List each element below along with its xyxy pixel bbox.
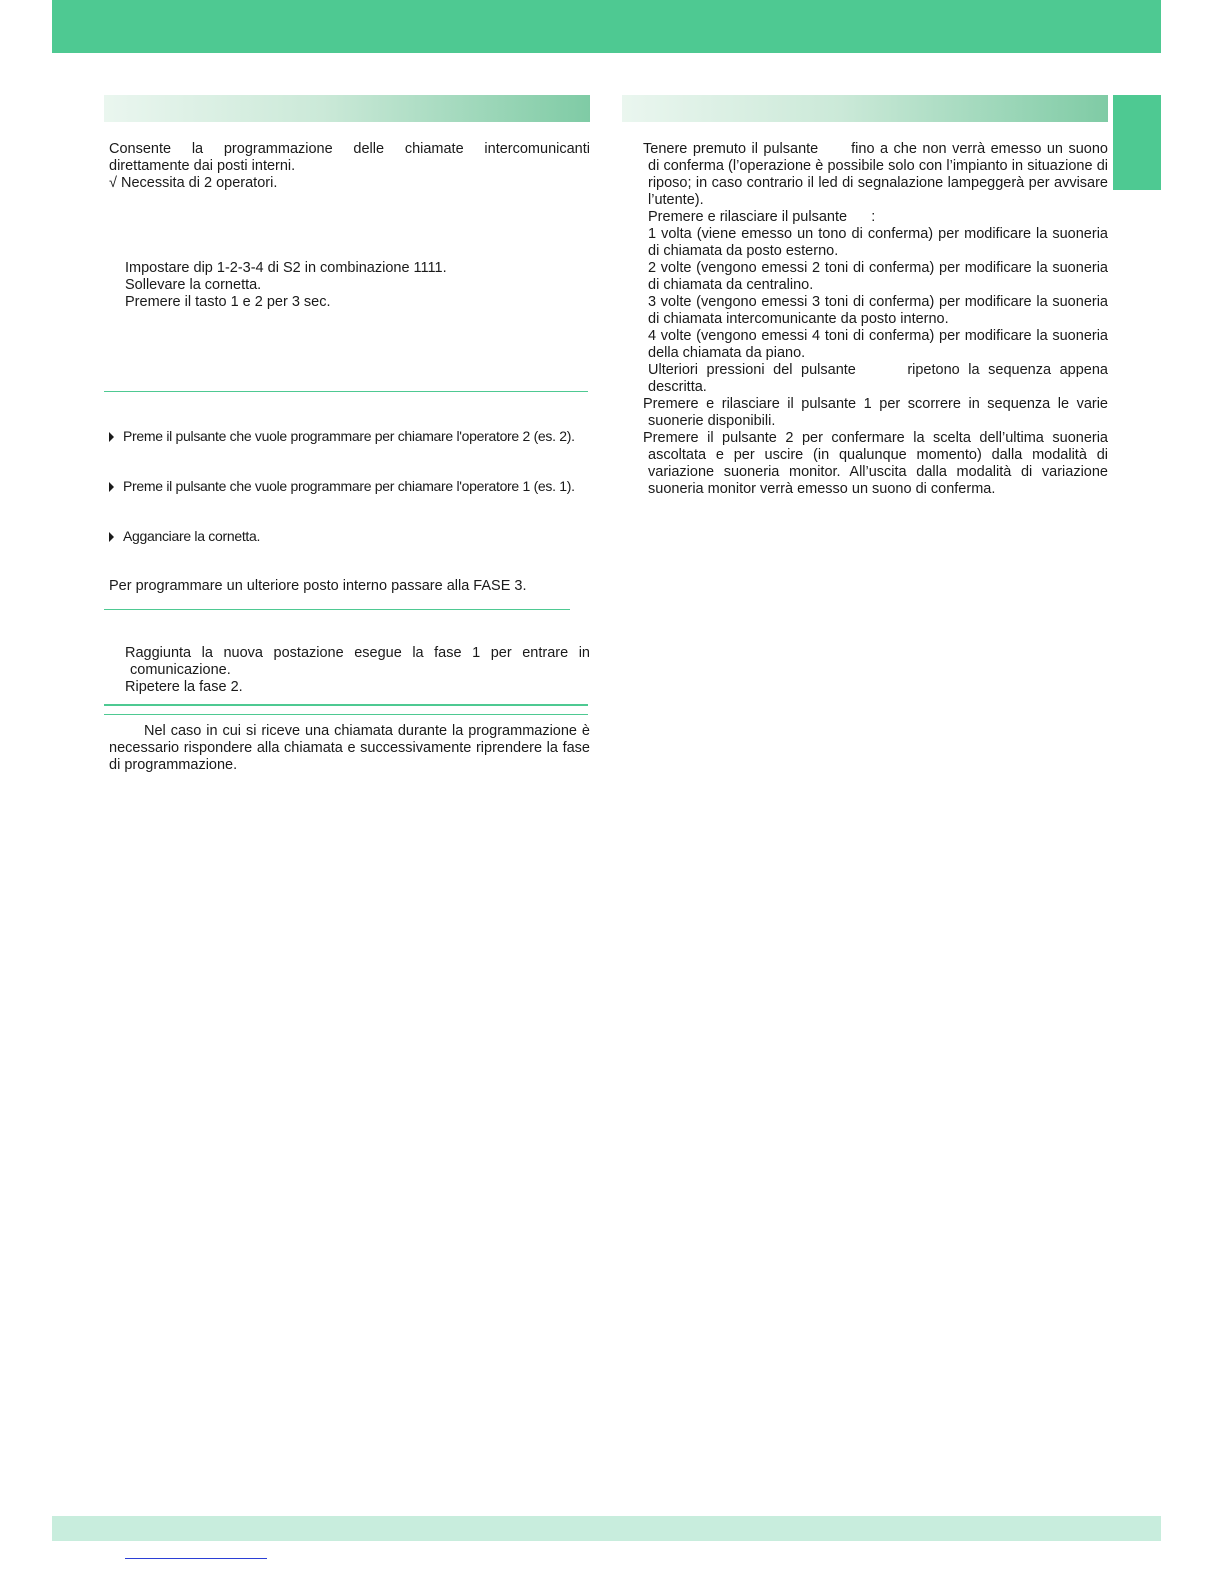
phase1-item: Impostare dip 1-2-3-4 di S2 in combinazione 1111.: [125, 260, 447, 276]
intro-paragraph: [109, 141, 590, 175]
requirement-text: √ Necessita di 2 operatori.: [109, 175, 278, 191]
intro-text: Consente la programmazione delle chiamate intercomunicanti direttamente dai posti interni.: [109, 141, 590, 174]
hold-button-detail: di conferma (l’operazione è possibile solo con l’impianto in situazione di riposo; in caso contrario il led di segnalazione lampeggerà per avvisare l’utente).: [648, 158, 1108, 208]
next-phase-note: [109, 578, 590, 595]
option-text: 3 volte (vengono emessi 3 toni di conferma) per modificare la suoneria: [648, 294, 1108, 310]
note-paragraph: [109, 723, 590, 774]
footer-band: [52, 1516, 1161, 1541]
step-item: [109, 428, 595, 445]
requirement-note: [109, 175, 590, 192]
note-top-rule: [104, 704, 588, 706]
phase3-item: Ripetere la fase 2.: [125, 679, 243, 695]
option-text: 4 volte (vengono emessi 4 toni di conferma) per modificare la suoneria: [648, 328, 1108, 344]
further-press-text: descritta.: [648, 379, 707, 395]
arrow-icon: [109, 432, 114, 442]
hold-button-text: Tenere premuto il pulsante fino a che non verrà emesso un suono: [643, 141, 1108, 157]
arrow-icon: [109, 482, 114, 492]
step-text: Agganciare la cornetta.: [123, 528, 261, 544]
step-item: [109, 478, 595, 495]
scroll-text: suonerie disponibili.: [648, 413, 776, 429]
side-tab-marker: [1113, 95, 1161, 190]
further-press-text: Ulteriori pressioni del pulsante ripetono la sequenza appena: [648, 362, 1108, 378]
phase-divider: [104, 391, 588, 392]
option-text: di chiamata da centralino.: [648, 277, 814, 293]
option-text: 2 volte (vengono emessi 2 toni di conferma) per modificare la suoneria: [648, 260, 1108, 276]
scroll-text: Premere e rilasciare il pulsante 1 per scorrere in sequenza le varie: [643, 396, 1108, 412]
phase3-list: [125, 645, 590, 696]
option-text: della chiamata da piano.: [648, 345, 806, 361]
step-text: Preme il pulsante che vuole programmare per chiamare l'operatore 1 (es. 1).: [123, 478, 575, 494]
option-text: di chiamata da posto esterno.: [648, 243, 839, 259]
phase3-item: Raggiunta la nuova postazione esegue la fase 1 per entrare in: [125, 645, 590, 661]
note-top-rule: [104, 714, 588, 715]
header-band: [52, 0, 1161, 53]
note-text: Nel caso in cui si riceve una chiamata durante la programmazione è necessario rispondere alla chiamata e successivamente riprendere la fase di programmazione.: [109, 723, 590, 773]
left-section-header-bar: [104, 95, 590, 122]
step-item: [109, 528, 595, 545]
step-text: Preme il pulsante che vuole programmare per chiamare l'operatore 2 (es. 2).: [123, 428, 575, 444]
option-text: di chiamata intercomunicante da posto interno.: [648, 311, 949, 327]
confirm-text: ascoltata e per uscire (in qualunque momento) dalla modalità di variazione suoneria monitor. All’uscita dalla modalità di variazione suoneria monitor verrà emesso un suono di conferma.: [648, 447, 1108, 497]
phase1-item: Sollevare la cornetta.: [125, 277, 262, 293]
phase3-item: comunicazione.: [130, 662, 231, 678]
footer-link-underline: [125, 1558, 267, 1559]
next-phase-text: Per programmare un ulteriore posto interno passare alla FASE 3.: [109, 578, 527, 594]
phase-divider: [104, 609, 570, 610]
phase1-list: [125, 260, 590, 311]
confirm-text: Premere il pulsante 2 per confermare la scelta dell’ultima suoneria: [643, 430, 1108, 446]
right-instructions: [643, 141, 1108, 498]
arrow-icon: [109, 532, 114, 542]
right-section-header-bar: [622, 95, 1108, 122]
press-release-text: Premere e rilasciare il pulsante :: [648, 209, 876, 225]
phase1-item: Premere il tasto 1 e 2 per 3 sec.: [125, 294, 331, 310]
option-text: 1 volta (viene emesso un tono di conferma) per modificare la suoneria: [648, 226, 1108, 242]
